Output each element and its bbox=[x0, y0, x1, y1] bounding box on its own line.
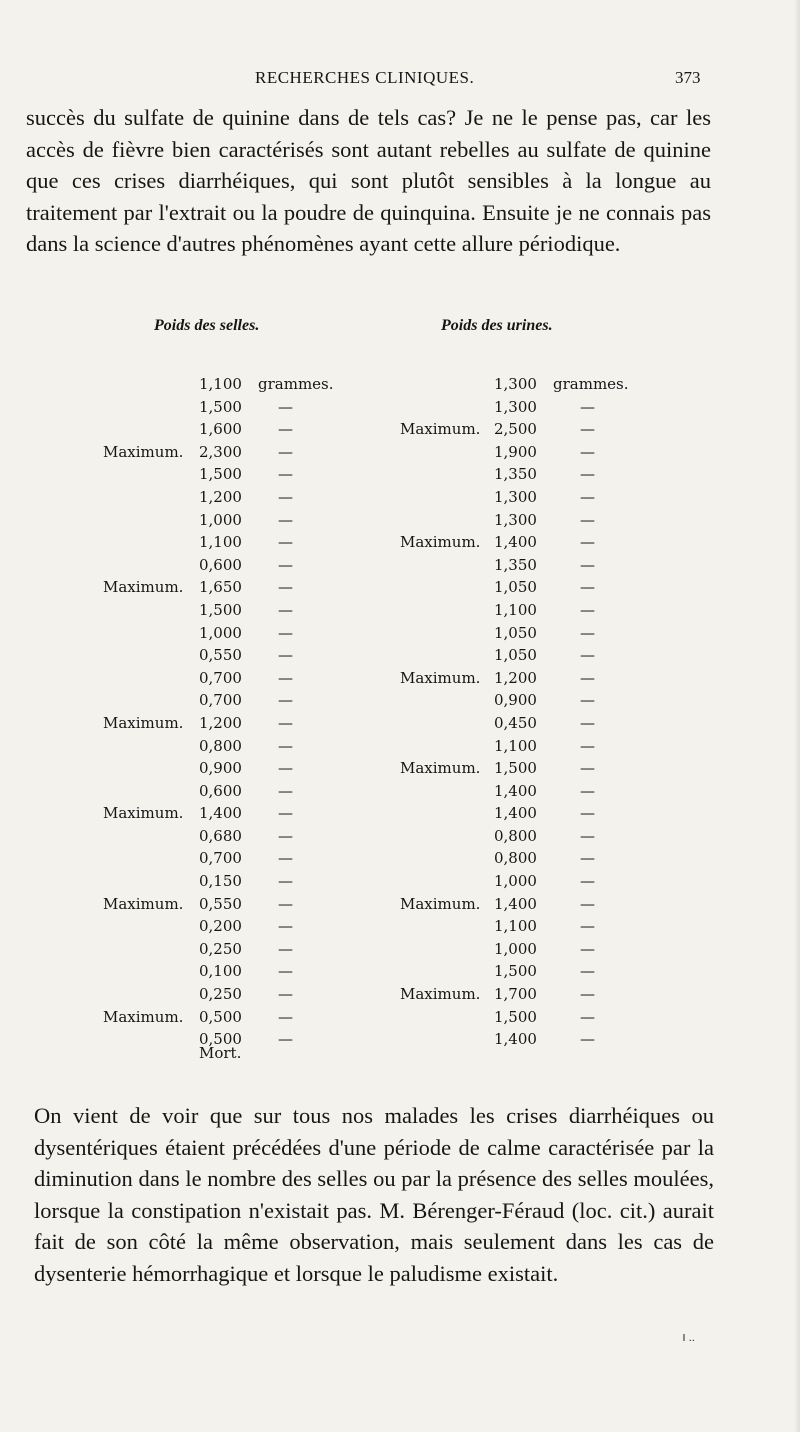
stool-ditto-dash: — bbox=[278, 487, 293, 506]
urine-ditto-dash: — bbox=[580, 849, 595, 868]
weights-table bbox=[0, 373, 800, 1051]
urine-ditto-dash: — bbox=[580, 939, 595, 958]
urine-ditto-dash: — bbox=[580, 736, 595, 755]
stool-ditto-dash: — bbox=[278, 759, 293, 778]
stool-ditto-dash: — bbox=[278, 872, 293, 891]
urine-weight-value: 2,500 bbox=[494, 420, 537, 439]
table-row bbox=[0, 531, 800, 554]
table-row bbox=[0, 825, 800, 848]
table-row bbox=[0, 870, 800, 893]
urine-weight-value: 0,800 bbox=[494, 849, 537, 868]
urine-weight-value: 1,400 bbox=[494, 781, 537, 800]
stool-ditto-dash: — bbox=[278, 623, 293, 642]
stool-weight-value: 1,600 bbox=[199, 420, 242, 439]
scan-edge-shadow bbox=[794, 0, 800, 1432]
table-row bbox=[0, 847, 800, 870]
urine-ditto-dash: — bbox=[580, 465, 595, 484]
urine-weight-value: 1,350 bbox=[494, 465, 537, 484]
stool-weight-value: 0,500 bbox=[199, 1030, 242, 1049]
stool-weight-value: 0,550 bbox=[199, 894, 242, 913]
stool-ditto-dash: — bbox=[278, 510, 293, 529]
urine-maximum-label: Maximum. bbox=[400, 894, 481, 913]
stool-unit: grammes. bbox=[258, 375, 334, 393]
urine-weight-value: 1,350 bbox=[494, 555, 537, 574]
table-row bbox=[0, 1006, 800, 1029]
stool-weight-value: 1,000 bbox=[199, 510, 242, 529]
table-row bbox=[0, 576, 800, 599]
stool-ditto-dash: — bbox=[278, 465, 293, 484]
urine-weight-value: 0,450 bbox=[494, 713, 537, 732]
table-row bbox=[0, 644, 800, 667]
urine-ditto-dash: — bbox=[580, 759, 595, 778]
table-row bbox=[0, 689, 800, 712]
urine-ditto-dash: — bbox=[580, 510, 595, 529]
stool-maximum-label: Maximum. bbox=[103, 578, 184, 597]
stool-ditto-dash: — bbox=[278, 668, 293, 687]
urine-ditto-dash: — bbox=[580, 985, 595, 1004]
stool-ditto-dash: — bbox=[278, 442, 293, 461]
urine-weight-value: 1,300 bbox=[494, 487, 537, 506]
stool-ditto-dash: — bbox=[278, 600, 293, 619]
urine-weight-value: 1,100 bbox=[494, 917, 537, 936]
table-row bbox=[0, 418, 800, 441]
urine-weight-header: Poids des urines. bbox=[441, 317, 553, 334]
stool-weight-value: 2,300 bbox=[199, 442, 242, 461]
urine-weight-value: 1,050 bbox=[494, 646, 537, 665]
urine-weight-value: 1,500 bbox=[494, 962, 537, 981]
stool-weight-header: Poids des selles. bbox=[154, 317, 260, 334]
urine-weight-value: 1,400 bbox=[494, 804, 537, 823]
stool-weight-value: 1,200 bbox=[199, 713, 242, 732]
stray-mark: I .. bbox=[682, 1333, 695, 1344]
table-row bbox=[0, 802, 800, 825]
urine-ditto-dash: — bbox=[580, 646, 595, 665]
stool-maximum-label: Maximum. bbox=[103, 713, 184, 732]
urine-ditto-dash: — bbox=[580, 600, 595, 619]
stool-weight-value: 0,700 bbox=[199, 849, 242, 868]
urine-weight-value: 1,100 bbox=[494, 736, 537, 755]
stool-maximum-label: Maximum. bbox=[103, 804, 184, 823]
urine-weight-value: 1,700 bbox=[494, 985, 537, 1004]
intro-paragraph: succès du sulfate de quinine dans de tels cas? Je ne le pense pas, car les accès de fièvre bien caractérisés sont autant rebelles au sulfate de quinine que ces crises diarrhéiques, qui sont plutôt sensibles à la longue au traitement par l'extrait ou la poudre de quinquina. Ensuite je ne connais pas dans la science d'autres phénomènes ayant cette allure périodique. bbox=[26, 105, 711, 257]
urine-weight-value: 0,900 bbox=[494, 691, 537, 710]
urine-weight-value: 1,000 bbox=[494, 872, 537, 891]
table-row bbox=[0, 554, 800, 577]
stool-ditto-dash: — bbox=[278, 736, 293, 755]
stool-ditto-dash: — bbox=[278, 962, 293, 981]
table-row bbox=[0, 757, 800, 780]
table-row bbox=[0, 735, 800, 758]
table-row bbox=[0, 712, 800, 735]
stool-ditto-dash: — bbox=[278, 894, 293, 913]
urine-ditto-dash: — bbox=[580, 442, 595, 461]
table-row bbox=[0, 983, 800, 1006]
urine-ditto-dash: — bbox=[580, 917, 595, 936]
death-note: Mort. bbox=[199, 1044, 242, 1062]
table-row bbox=[0, 509, 800, 532]
stool-maximum-label: Maximum. bbox=[103, 442, 184, 461]
stool-ditto-dash: — bbox=[278, 555, 293, 574]
stool-weight-value: 0,250 bbox=[199, 985, 242, 1004]
table-row bbox=[0, 780, 800, 803]
urine-ditto-dash: — bbox=[580, 623, 595, 642]
page-header bbox=[0, 64, 800, 94]
stool-maximum-label: Maximum. bbox=[103, 1007, 184, 1026]
urine-ditto-dash: — bbox=[580, 691, 595, 710]
stool-maximum-label: Maximum. bbox=[103, 894, 184, 913]
urine-weight-value: 1,200 bbox=[494, 668, 537, 687]
stool-weight-value: 0,700 bbox=[199, 691, 242, 710]
urine-weight-value: 1,400 bbox=[494, 533, 537, 552]
urine-maximum-label: Maximum. bbox=[400, 985, 481, 1004]
stool-weight-value: 0,550 bbox=[199, 646, 242, 665]
urine-weight-value: 1,400 bbox=[494, 1030, 537, 1049]
table-row bbox=[0, 622, 800, 645]
stool-ditto-dash: — bbox=[278, 804, 293, 823]
urine-weight-value: 1,500 bbox=[494, 759, 537, 778]
urine-ditto-dash: — bbox=[580, 804, 595, 823]
stool-weight-value: 0,200 bbox=[199, 917, 242, 936]
stool-weight-value: 0,150 bbox=[199, 872, 242, 891]
stool-ditto-dash: — bbox=[278, 713, 293, 732]
urine-ditto-dash: — bbox=[580, 1030, 595, 1049]
table-row bbox=[0, 441, 800, 464]
stool-weight-value: 1,500 bbox=[199, 465, 242, 484]
table-row bbox=[0, 893, 800, 916]
stool-weight-value: 0,800 bbox=[199, 736, 242, 755]
table-row bbox=[0, 915, 800, 938]
urine-weight-value: 1,500 bbox=[494, 1007, 537, 1026]
urine-ditto-dash: — bbox=[580, 578, 595, 597]
urine-maximum-label: Maximum. bbox=[400, 420, 481, 439]
urine-ditto-dash: — bbox=[580, 487, 595, 506]
urine-ditto-dash: — bbox=[580, 713, 595, 732]
urine-ditto-dash: — bbox=[580, 1007, 595, 1026]
table-row bbox=[0, 463, 800, 486]
urine-weight-value: 0,800 bbox=[494, 826, 537, 845]
urine-weight-value: 1,000 bbox=[494, 939, 537, 958]
stool-weight-value: 0,250 bbox=[199, 939, 242, 958]
urine-maximum-label: Maximum. bbox=[400, 759, 481, 778]
table-row bbox=[0, 667, 800, 690]
stool-ditto-dash: — bbox=[278, 1007, 293, 1026]
urine-weight-value: 1,100 bbox=[494, 600, 537, 619]
stool-ditto-dash: — bbox=[278, 533, 293, 552]
urine-ditto-dash: — bbox=[580, 668, 595, 687]
urine-ditto-dash: — bbox=[580, 894, 595, 913]
stool-ditto-dash: — bbox=[278, 985, 293, 1004]
table-row bbox=[0, 1028, 800, 1051]
closing-paragraph: On vient de voir que sur tous nos malades les crises diarrhéiques ou dysentériques étaient précédées d'une période de calme caractérisée par la diminution dans le nombre des selles ou par la présence des selles moulées, lorsque la constipation n'existait pas. M. Bérenger-Féraud (loc. cit.) aurait fait de son côté la même observation, mais seulement dans les cas de dysenterie hémorrhagique et lorsque le paludisme existait. bbox=[34, 1103, 714, 1286]
urine-ditto-dash: — bbox=[580, 962, 595, 981]
stool-ditto-dash: — bbox=[278, 917, 293, 936]
table-row bbox=[0, 599, 800, 622]
stool-weight-value: 1,100 bbox=[199, 533, 242, 552]
stool-ditto-dash: — bbox=[278, 691, 293, 710]
page-number: 373 bbox=[675, 68, 701, 87]
urine-ditto-dash: — bbox=[580, 420, 595, 439]
urine-ditto-dash: — bbox=[580, 533, 595, 552]
stool-weight-value: 0,600 bbox=[199, 781, 242, 800]
stool-weight-value: 1,500 bbox=[199, 397, 242, 416]
stool-weight-value: 0,100 bbox=[199, 962, 242, 981]
urine-weight-value: 1,900 bbox=[494, 442, 537, 461]
running-title: RECHERCHES CLINIQUES. bbox=[255, 68, 475, 87]
stool-weight-value: 1,200 bbox=[199, 487, 242, 506]
stool-weight-value: 1,400 bbox=[199, 804, 242, 823]
urine-weight-value: 1,050 bbox=[494, 578, 537, 597]
stool-ditto-dash: — bbox=[278, 646, 293, 665]
stool-ditto-dash: — bbox=[278, 1030, 293, 1049]
stool-ditto-dash: — bbox=[278, 826, 293, 845]
urine-weight-value: 1,400 bbox=[494, 894, 537, 913]
stool-ditto-dash: — bbox=[278, 420, 293, 439]
urine-maximum-label: Maximum. bbox=[400, 533, 481, 552]
urine-ditto-dash: — bbox=[580, 555, 595, 574]
stool-ditto-dash: — bbox=[278, 849, 293, 868]
stool-ditto-dash: — bbox=[278, 939, 293, 958]
urine-weight-value: 1,300 bbox=[494, 510, 537, 529]
stool-ditto-dash: — bbox=[278, 397, 293, 416]
stool-weight-value: 0,680 bbox=[199, 826, 242, 845]
urine-ditto-dash: — bbox=[580, 872, 595, 891]
table-row bbox=[0, 396, 800, 419]
stool-weight-value: 1,500 bbox=[199, 600, 242, 619]
urine-unit: grammes. bbox=[553, 375, 629, 393]
stool-ditto-dash: — bbox=[278, 781, 293, 800]
urine-ditto-dash: — bbox=[580, 397, 595, 416]
urine-ditto-dash: — bbox=[580, 781, 595, 800]
stool-weight-value: 0,900 bbox=[199, 759, 242, 778]
table-row bbox=[0, 486, 800, 509]
stool-weight-value: 1,000 bbox=[199, 623, 242, 642]
urine-weight-value: 1,300 bbox=[494, 397, 537, 416]
stool-weight-value: 0,500 bbox=[199, 1007, 242, 1026]
stool-ditto-dash: — bbox=[278, 578, 293, 597]
urine-maximum-label: Maximum. bbox=[400, 668, 481, 687]
stool-weight-value: 0,600 bbox=[199, 555, 242, 574]
stool-weight-value: 1,100 bbox=[199, 375, 242, 393]
stool-weight-value: 1,650 bbox=[199, 578, 242, 597]
stool-weight-value: 0,700 bbox=[199, 668, 242, 687]
table-row bbox=[0, 373, 800, 396]
urine-ditto-dash: — bbox=[580, 826, 595, 845]
urine-weight-value: 1,050 bbox=[494, 623, 537, 642]
table-row bbox=[0, 938, 800, 961]
urine-weight-value: 1,300 bbox=[494, 375, 537, 393]
table-row bbox=[0, 960, 800, 983]
